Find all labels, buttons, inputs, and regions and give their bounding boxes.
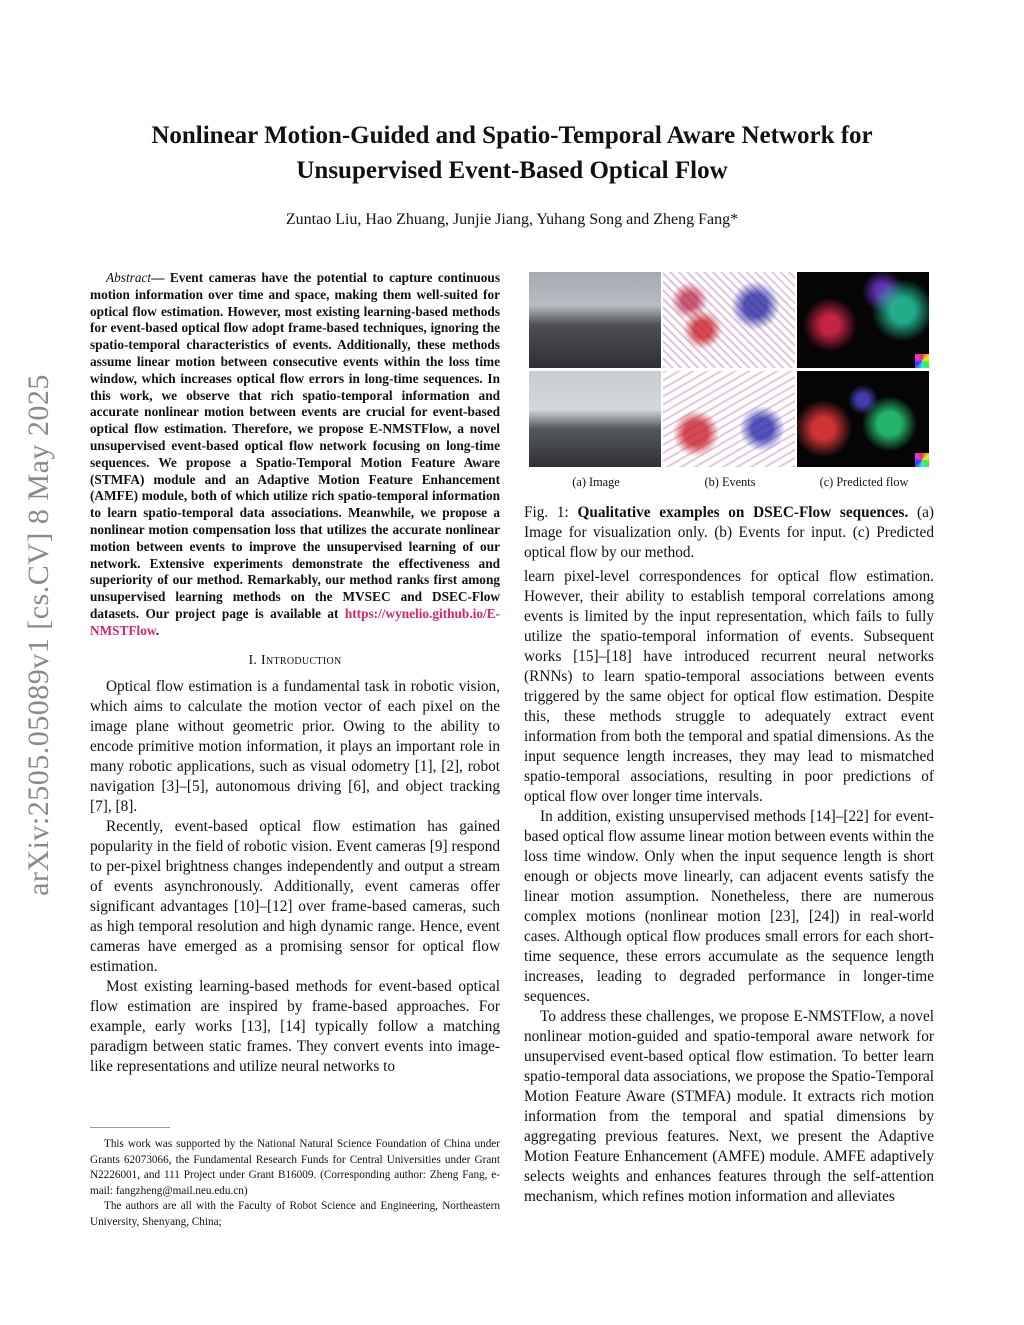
- flow-panel-1: [797, 272, 929, 368]
- right-paragraph-3: To address these challenges, we propose E-NMSTFlow, a novel nonlinear motion-guided and spatio-temporal aware network for unsupervised event-based optical flow estimation. To better learn spatio-temporal data associations, we propose the Spatio-Temporal Motion Feature Aware (STMFA) module. It extracts rich motion information from the temporal and spatial dimensions by aggregating previous features. Next, we present the Adaptive Motion Feature Enhancement (AMFE) module. AMFE adaptively selects weights and enhances features through the self-attention mechanism, which refines motion information and alleviates: [524, 1008, 934, 1205]
- section-number: I.: [248, 652, 262, 668]
- figure-subcaptions: [529, 475, 931, 490]
- figure-1: [529, 272, 931, 490]
- events-panel-2: [663, 371, 795, 467]
- left-column: [90, 270, 500, 1077]
- intro-paragraph-2: Recently, event-based optical flow estimation has gained popularity in the field of robotic vision. Event cameras [9] respond to per-pixel brightness changes independently and output a stream of events asynchronously. Additionally, event cameras offer significant advantages [10]–[12] over frame-based cameras, such as high temporal resolution and high dynamic range. Hence, event cameras have emerged as a promising sensor for optical flow estimation.: [90, 817, 500, 975]
- abstract-end: .: [155, 622, 160, 638]
- arxiv-id: arXiv:2505.05089v1 [cs.CV] 8 May 2025: [22, 374, 55, 896]
- section-title: Introduction: [261, 652, 342, 668]
- figure-caption-bold: Qualitative examples on DSEC-Flow sequences.: [577, 504, 909, 521]
- figure-row-1: [529, 272, 931, 368]
- footnotes: [90, 1137, 500, 1230]
- intro-paragraph-1: Optical flow estimation is a fundamental task in robotic vision, which aims to calculate the motion vector of each pixel on the image plane without geometric prior. Owing to the ability to encode primitive motion information, it plays an important role in many robotic applications, such as visual odometry [1], [2], robot navigation [3]–[5], autonomous driving [6], and object tracking [7], [8].: [90, 677, 500, 815]
- abstract: [90, 270, 500, 640]
- right-paragraph-1: learn pixel-level correspondences for optical flow estimation. However, their ability to establish temporal correlations among events is limited by the input representation, which fails to fully utilize the spatio-temporal information of events. Subsequent works [15]–[18] have introduced recurrent neural networks (RNNs) to learn spatio-temporal associations between events triggered by the same object for optical flow estimation. Despite this, these methods struggle to adequately extract event information from both the temporal and spatial dimensions. As the input sequence length increases, they may lead to mismatched spatio-temporal associations, resulting in poor predictions of optical flow over longer time intervals.: [524, 568, 934, 805]
- image-panel-1: [529, 272, 661, 368]
- paper-title: [80, 118, 944, 188]
- footnote-funding: This work was supported by the National Natural Science Foundation of China under Grants 62073066, the Fundamental Research Funds for Central Universities under Grant N2226001, and 111 Project under Grant B16009. (Corresponding author: Zheng Fang, e-mail: fangzheng@mail.neu.edu.cn): [90, 1138, 500, 1197]
- right-paragraph-2: In addition, existing unsupervised methods [14]–[22] for event-based optical flow assume linear motion between events within the loss time window. Only when the input sequence length is short enough or objects move linearly, can adjacent events satisfy the linear motion assumption. Nonetheless, there are numerous complex motions (nonlinear motion [23], [24]) in real-world cases. Although optical flow produces small errors for each short-time sequence, these errors accumulate as the sequence length increases, leading to degraded performance in longer-time sequences.: [524, 808, 934, 1005]
- subcaption-events: (b) Events: [704, 475, 756, 489]
- color-wheel-icon: [915, 354, 929, 368]
- section-heading-introduction: [90, 651, 500, 671]
- title-line-2: Unsupervised Event-Based Optical Flow: [296, 157, 728, 184]
- image-panel-2: [529, 371, 661, 467]
- footnote-rule: [90, 1127, 170, 1128]
- title-line-1: Nonlinear Motion-Guided and Spatio-Temporal Aware Network for: [151, 122, 873, 149]
- abstract-label: Abstract: [106, 270, 152, 285]
- figure-row-2: [529, 371, 931, 467]
- figure-caption-rest: (a) Image for visualization only. (b) Events for input. (c) Predicted optical flow by our method.: [524, 504, 934, 561]
- authors: Zuntao Liu, Hao Zhuang, Junjie Jiang, Yuhang Song and Zheng Fang*: [285, 211, 739, 228]
- flow-panel-2: [797, 371, 929, 467]
- subcaption-image: (a) Image: [572, 475, 620, 489]
- figure-caption-label: Fig. 1:: [524, 504, 578, 521]
- project-page-link[interactable]: https://wynelio.github.io/E-NMSTFlow: [90, 605, 500, 638]
- abstract-dash: —: [151, 270, 170, 285]
- abstract-text: Event cameras have the potential to capture continuous motion information over time and space, making them well-suited for optical flow estimation. However, most existing learning-based methods for event-based optical flow adopt frame-based techniques, ignoring the spatio-temporal characteristics of events. Additionally, these methods assume linear motion between consecutive events within the loss time window, which increases optical flow errors in long-time sequences. In this work, we observe that rich spatio-temporal information and accurate nonlinear motion between events are crucial for event-based optical flow estimation. Therefore, we propose E-NMSTFlow, a novel unsupervised event-based optical flow network focusing on long-time sequences. We propose a Spatio-Temporal Motion Feature Aware (STMFA) module and an Adaptive Motion Feature Enhancement (AMFE) module, both of which utilize rich spatio-temporal information to learn spatio-temporal data associations. Meanwhile, we propose a nonlinear motion compensation loss that utilizes the accurate nonlinear motion between events to improve the unsupervised learning of our network. Extensive experiments demonstrate the effectiveness and superiority of our method. Remarkably, our method ranks first among unsupervised learning methods on the MVSEC and DSEC-Flow datasets. Our project page is available at: [90, 270, 500, 621]
- subcaption-flow: (c) Predicted flow: [819, 475, 909, 489]
- intro-paragraph-3: Most existing learning-based methods for event-based optical flow estimation are inspired by frame-based approaches. For example, early works [13], [14] typically follow a matching paradigm between static frames. They convert events into image-like representations and utilize neural networks to: [90, 977, 500, 1075]
- footnote-affiliation: The authors are all with the Faculty of Robot Science and Engineering, Northeastern University, Shenyang, China;: [90, 1200, 500, 1228]
- arxiv-watermark: [18, 335, 60, 935]
- figure-caption: [524, 503, 934, 563]
- events-panel-1: [663, 272, 795, 368]
- color-wheel-icon: [915, 453, 929, 467]
- right-column: [524, 567, 934, 1207]
